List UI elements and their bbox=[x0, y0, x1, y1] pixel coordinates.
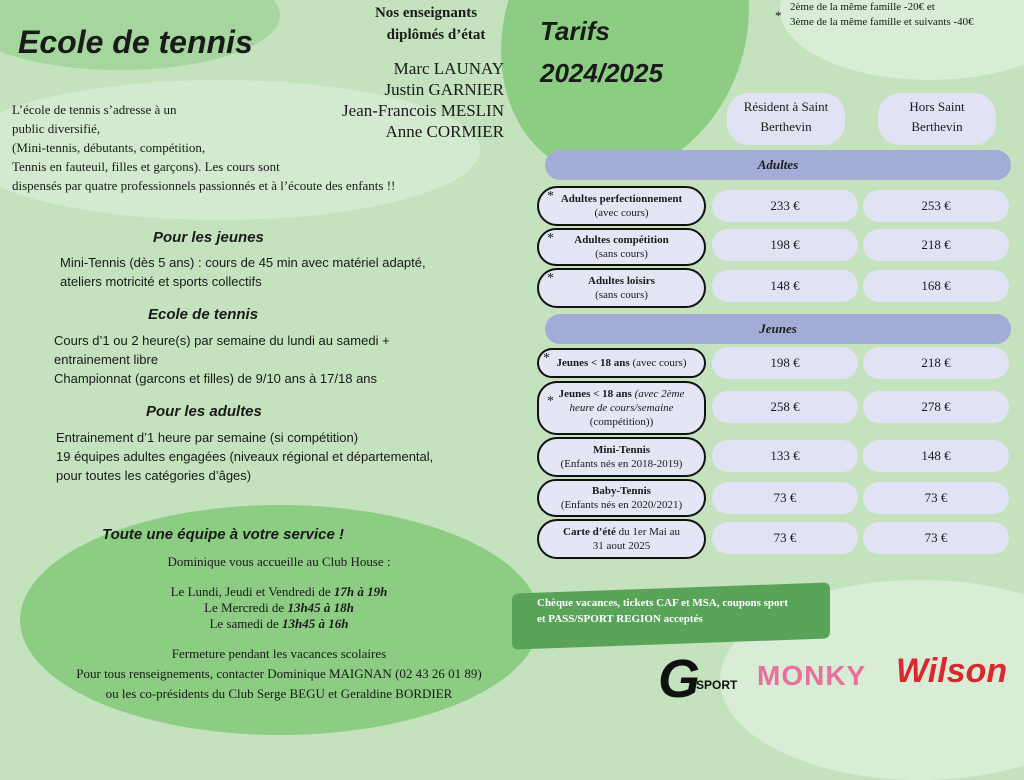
tarifs-title-line: 2024/2025 bbox=[540, 58, 663, 88]
column-header-line: Résident à Saint bbox=[743, 99, 829, 114]
category-name: Jeunes < 18 ans bbox=[558, 388, 632, 400]
price-hors: 73 € bbox=[863, 482, 1009, 514]
category-carte-ete bbox=[537, 519, 706, 559]
category-sub: du 1er Mai au bbox=[618, 526, 680, 538]
service-title: Toute une équipe à votre service ! bbox=[102, 526, 345, 543]
category-sub: (avec 2ème bbox=[634, 388, 685, 400]
service-hours: 17h à 19h bbox=[333, 584, 388, 599]
category-name: Carte d’été bbox=[563, 526, 616, 538]
asterisk-icon: * bbox=[543, 351, 550, 366]
price-hors: 168 € bbox=[863, 270, 1009, 302]
teacher-name: Justin GARNIER bbox=[384, 80, 504, 99]
service-line bbox=[40, 584, 518, 600]
service-hours: 13h45 à 18h bbox=[287, 600, 354, 615]
column-header-hors bbox=[878, 93, 996, 145]
price-hors: 73 € bbox=[863, 522, 1009, 554]
category-sub: heure de cours/semaine bbox=[569, 402, 674, 414]
payments-line: et PASS/SPORT REGION acceptés bbox=[537, 613, 703, 625]
service-hours: 13h45 à 16h bbox=[282, 616, 349, 631]
price-resident: 258 € bbox=[712, 391, 858, 423]
section-line: Mini-Tennis (dès 5 ans) : cours de 45 min avec matériel adapté, bbox=[60, 255, 426, 270]
section-line: Championnat (garcons et filles) de 9/10 ans à 17/18 ans bbox=[54, 371, 378, 386]
section-title-ecole: Ecole de tennis bbox=[148, 306, 259, 323]
group-header-jeunes: Jeunes bbox=[545, 314, 1011, 344]
category-sub: (Enfants nés en 2018-2019) bbox=[560, 458, 683, 470]
price-resident: 233 € bbox=[712, 190, 858, 222]
intro-line: public diversifié, bbox=[12, 121, 101, 136]
service-days: Le Lundi, Jeudi et Vendredi de bbox=[170, 584, 334, 599]
discount-line: 3ème de la même famille et suivants -40€ bbox=[790, 16, 974, 28]
tarifs-title bbox=[540, 10, 663, 94]
price-hors: 218 € bbox=[863, 347, 1009, 379]
section-title-adultes: Pour les adultes bbox=[146, 403, 262, 420]
intro-line: dispensés par quatre professionnels passionnés et à l’écoute des enfants !! bbox=[12, 178, 396, 193]
category-baby-tennis bbox=[537, 479, 706, 517]
teachers-heading: diplômés d’état bbox=[386, 27, 486, 43]
teachers-block bbox=[318, 2, 504, 142]
category-jeunes-competition bbox=[537, 381, 706, 435]
service-days: Le samedi de bbox=[209, 616, 283, 631]
category-name: Baby-Tennis bbox=[592, 485, 651, 497]
group-header-adultes: Adultes bbox=[545, 150, 1011, 180]
teacher-name: Anne CORMIER bbox=[385, 122, 504, 141]
price-hors: 218 € bbox=[863, 229, 1009, 261]
price-hors: 253 € bbox=[863, 190, 1009, 222]
service-line bbox=[40, 600, 518, 616]
category-sub: (Enfants nés en 2020/2021) bbox=[560, 499, 683, 511]
tarifs-title-line: Tarifs bbox=[540, 16, 610, 46]
intro-line: L’école de tennis s’adresse à un bbox=[12, 102, 177, 117]
column-header-line: Berthevin bbox=[911, 119, 963, 134]
page-title: Ecole de tennis bbox=[18, 24, 253, 60]
teacher-name: Jean-Francois MESLIN bbox=[342, 101, 504, 120]
column-header-line: Hors Saint bbox=[909, 99, 965, 114]
column-header-resident bbox=[727, 93, 845, 145]
discount-line: 2ème de la même famille -20€ et bbox=[790, 1, 935, 13]
category-sub: (avec cours) bbox=[594, 207, 649, 219]
gosport-logo bbox=[658, 649, 738, 709]
section-line: ateliers motricité et sports collectifs bbox=[60, 274, 262, 289]
service-line: Pour tous renseignements, contacter Dominique MAIGNAN (02 43 26 01 89) bbox=[76, 666, 482, 681]
teachers-heading: Nos enseignants bbox=[374, 5, 478, 21]
column-header-line: Berthevin bbox=[760, 119, 812, 134]
service-line: ou les co-présidents du Club Serge BEGU et Geraldine BORDIER bbox=[105, 686, 453, 701]
price-resident: 73 € bbox=[712, 482, 858, 514]
intro-line: Tennis en fauteuil, filles et garçons). Les cours sont bbox=[12, 159, 280, 174]
price-hors: 148 € bbox=[863, 440, 1009, 472]
category-sub: (avec cours) bbox=[632, 357, 687, 369]
category-sub: (sans cours) bbox=[595, 248, 648, 260]
discount-note bbox=[775, 2, 974, 30]
category-sub: (compétition)) bbox=[589, 416, 654, 428]
category-sub: (sans cours) bbox=[595, 289, 648, 301]
category-sub: 31 aout 2025 bbox=[592, 540, 651, 552]
service-days: Le Mercredi de bbox=[204, 600, 288, 615]
asterisk-icon: * bbox=[547, 271, 554, 286]
intro-line: (Mini-tennis, débutants, compétition, bbox=[12, 140, 206, 155]
price-resident: 133 € bbox=[712, 440, 858, 472]
service-body bbox=[40, 554, 518, 702]
section-title-jeunes: Pour les jeunes bbox=[153, 229, 264, 246]
category-name: Mini-Tennis bbox=[592, 444, 651, 456]
section-line: 19 équipes adultes engagées (niveaux régional et départemental, bbox=[56, 449, 434, 464]
category-mini-tennis bbox=[537, 437, 706, 477]
category-name: Adultes perfectionnement bbox=[560, 193, 683, 205]
asterisk-icon: * bbox=[547, 231, 554, 246]
teacher-name: Marc LAUNAY bbox=[393, 59, 504, 78]
category-name: Jeunes < 18 ans bbox=[556, 357, 630, 369]
section-body-adultes bbox=[56, 428, 433, 485]
category-adultes-competition bbox=[537, 228, 706, 266]
asterisk-icon: * bbox=[547, 394, 554, 409]
price-resident: 73 € bbox=[712, 522, 858, 554]
section-body-jeunes bbox=[60, 253, 426, 291]
price-resident: 198 € bbox=[712, 229, 858, 261]
gosport-logo-g: G bbox=[658, 649, 701, 709]
section-line: Entrainement d’1 heure par semaine (si compétition) bbox=[56, 430, 359, 445]
service-line bbox=[40, 616, 518, 632]
section-line: entrainement libre bbox=[54, 352, 159, 367]
gosport-logo-sport: SPORT bbox=[696, 678, 738, 692]
section-line: pour toutes les catégories d’âges) bbox=[56, 468, 252, 483]
payments-line: Chèque vacances, tickets CAF et MSA, coupons sport bbox=[537, 597, 789, 609]
price-hors: 278 € bbox=[863, 391, 1009, 423]
section-line: Cours d’1 ou 2 heure(s) par semaine du lundi au samedi + bbox=[54, 333, 390, 348]
category-name: Adultes compétition bbox=[574, 234, 669, 246]
service-line: Dominique vous accueille au Club House : bbox=[167, 554, 391, 569]
discount-star: * bbox=[775, 8, 782, 23]
section-body-ecole bbox=[54, 331, 390, 388]
price-resident: 198 € bbox=[712, 347, 858, 379]
category-adultes-perfectionnement bbox=[537, 186, 706, 226]
payments-text bbox=[537, 595, 788, 627]
service-line: Fermeture pendant les vacances scolaires bbox=[171, 646, 387, 661]
category-adultes-loisirs bbox=[537, 268, 706, 308]
wilson-logo: Wilson bbox=[896, 652, 1008, 690]
asterisk-icon: * bbox=[547, 189, 554, 204]
price-resident: 148 € bbox=[712, 270, 858, 302]
category-jeunes-avec-cours bbox=[537, 348, 706, 378]
category-name: Adultes loisirs bbox=[588, 275, 655, 287]
monky-logo: MONKY bbox=[757, 660, 867, 691]
